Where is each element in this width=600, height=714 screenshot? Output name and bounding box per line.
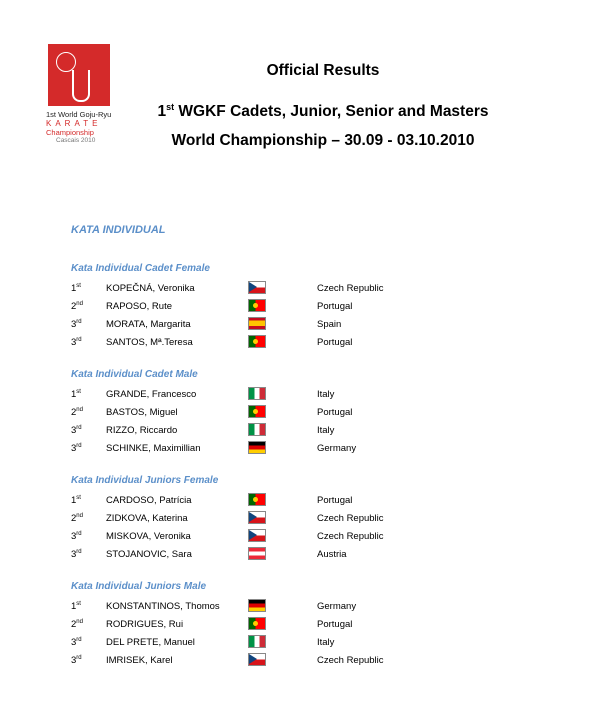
result-group: [71, 475, 551, 581]
place: [71, 443, 82, 454]
group-spacer: [71, 459, 551, 475]
result-row: [71, 599, 551, 617]
place-suffix: nd: [76, 407, 83, 413]
it-flag-icon: [248, 635, 266, 648]
pt-flag-icon: [248, 493, 266, 506]
athlete-name: RIZZO, Riccardo: [106, 425, 178, 436]
group-title: Kata Individual Juniors Female: [71, 475, 219, 486]
logo-text-line1: 1st World Goju-Ryu: [46, 110, 112, 119]
event-dates: World Championship – 30.09 - 03.10.2010: [171, 132, 475, 149]
place: [71, 337, 82, 348]
it-flag-icon: [248, 387, 266, 400]
section-title: KATA INDIVIDUAL: [71, 224, 166, 236]
result-row: [71, 405, 551, 423]
place: [71, 619, 83, 630]
cz-flag-icon: [248, 281, 266, 294]
result-row: [71, 635, 551, 653]
place-suffix: rd: [76, 549, 82, 555]
place-suffix: st: [76, 495, 81, 501]
pt-flag-icon: [248, 335, 266, 348]
place-number: 3: [71, 443, 77, 455]
country: Germany: [317, 443, 357, 454]
place-suffix: nd: [76, 513, 83, 519]
place: [71, 301, 83, 312]
athlete-name: RODRIGUES, Rui: [106, 619, 184, 630]
results-groups: [71, 263, 551, 671]
group-title: Kata Individual Cadet Female: [71, 263, 210, 274]
place: [71, 513, 83, 524]
place: [71, 549, 82, 560]
country: Germany: [317, 601, 357, 612]
place-suffix: rd: [76, 443, 82, 449]
country: Czech Republic: [317, 283, 384, 294]
athlete-name: MORATA, Margarita: [106, 319, 191, 330]
athlete-name: CARDOSO, Patrícia: [106, 495, 192, 506]
pt-flag-icon: [248, 299, 266, 312]
result-group: [71, 581, 551, 671]
place: [71, 407, 83, 418]
country: Portugal: [317, 407, 353, 418]
place-suffix: rd: [76, 531, 82, 537]
place-number: 2: [71, 407, 77, 419]
place-number: 3: [71, 425, 77, 437]
place-number: 2: [71, 619, 77, 631]
place-number: 1: [71, 601, 77, 613]
country: Portugal: [317, 495, 353, 506]
result-row: [71, 617, 551, 635]
place-number: 1: [71, 389, 77, 401]
result-row: [71, 335, 551, 353]
athlete-name: BASTOS, Miguel: [106, 407, 178, 418]
place: [71, 655, 82, 666]
athlete-name: MISKOVA, Veronika: [106, 531, 191, 542]
de-flag-icon: [248, 441, 266, 454]
group-title: Kata Individual Cadet Male: [71, 369, 198, 380]
country: Austria: [317, 549, 347, 560]
place-suffix: st: [76, 601, 81, 607]
place: [71, 531, 82, 542]
logo-text-line4: Cascais 2010: [56, 137, 96, 144]
place-number: 3: [71, 549, 77, 561]
result-row: [71, 317, 551, 335]
cz-flag-icon: [248, 653, 266, 666]
country: Portugal: [317, 619, 353, 630]
logo-text-line2: KARATE: [46, 119, 102, 128]
athlete-name: IMRISEK, Karel: [106, 655, 173, 666]
place-number: 2: [71, 513, 77, 525]
result-row: [71, 299, 551, 317]
result-row: [71, 387, 551, 405]
country: Portugal: [317, 301, 353, 312]
result-row: [71, 653, 551, 671]
country: Spain: [317, 319, 342, 330]
place-number: 3: [71, 319, 77, 331]
logo-text-line3: Championship: [46, 128, 94, 137]
place-suffix: nd: [76, 301, 83, 307]
event-subtitle: [0, 102, 600, 121]
result-row: [71, 441, 551, 459]
place: [71, 495, 81, 506]
place-suffix: st: [76, 389, 81, 395]
group-spacer: [71, 565, 551, 581]
athlete-name: SCHINKE, Maximillian: [106, 443, 201, 454]
group-spacer: [71, 353, 551, 369]
country: Italy: [317, 389, 335, 400]
result-row: [71, 423, 551, 441]
pt-flag-icon: [248, 617, 266, 630]
place: [71, 637, 82, 648]
place: [71, 319, 82, 330]
result-group: [71, 369, 551, 475]
result-group: [71, 263, 551, 369]
place-suffix: st: [76, 283, 81, 289]
country: Portugal: [317, 337, 353, 348]
result-row: [71, 493, 551, 511]
athlete-name: STOJANOVIC, Sara: [106, 549, 192, 560]
group-title: Kata Individual Juniors Male: [71, 581, 207, 592]
country: Czech Republic: [317, 531, 384, 542]
place: [71, 425, 82, 436]
result-row: [71, 547, 551, 565]
athlete-name: ZIDKOVA, Katerina: [106, 513, 188, 524]
result-row: [71, 281, 551, 299]
country: Italy: [317, 425, 335, 436]
pt-flag-icon: [248, 405, 266, 418]
place-suffix: rd: [76, 655, 82, 661]
athlete-name: KONSTANTINOS, Thomos: [106, 601, 220, 612]
place-suffix: rd: [76, 425, 82, 431]
place-number: 1: [71, 495, 77, 507]
result-row: [71, 511, 551, 529]
place-suffix: rd: [76, 319, 82, 325]
result-row: [71, 529, 551, 547]
it-flag-icon: [248, 423, 266, 436]
subtitle-text: WGKF Cadets, Junior, Senior and Masters: [174, 103, 489, 121]
country: Italy: [317, 637, 335, 648]
place-number: 3: [71, 531, 77, 543]
place-suffix: rd: [76, 337, 82, 343]
athlete-name: DEL PRETE, Manuel: [106, 637, 195, 648]
athlete-name: GRANDE, Francesco: [106, 389, 197, 400]
place: [71, 283, 81, 294]
es-flag-icon: [248, 317, 266, 330]
place: [71, 601, 81, 612]
place-number: 1: [71, 283, 77, 295]
place-number: 3: [71, 637, 77, 649]
athlete-name: KOPEČNÁ, Veronika: [106, 283, 195, 294]
country: Czech Republic: [317, 513, 384, 524]
cz-flag-icon: [248, 529, 266, 542]
place-number: 3: [71, 337, 77, 349]
place-suffix: rd: [76, 637, 82, 643]
subtitle-ordinal: 1: [157, 103, 167, 121]
place-suffix: nd: [76, 619, 83, 625]
place-number: 2: [71, 301, 77, 313]
page-title: Official Results: [266, 62, 380, 79]
athlete-name: RAPOSO, Rute: [106, 301, 172, 312]
de-flag-icon: [248, 599, 266, 612]
at-flag-icon: [248, 547, 266, 560]
country: Czech Republic: [317, 655, 384, 666]
athlete-name: SANTOS, Mª.Teresa: [106, 337, 193, 348]
place: [71, 389, 81, 400]
cz-flag-icon: [248, 511, 266, 524]
subtitle-ordinal-suffix: st: [166, 102, 175, 112]
place-number: 3: [71, 655, 77, 667]
